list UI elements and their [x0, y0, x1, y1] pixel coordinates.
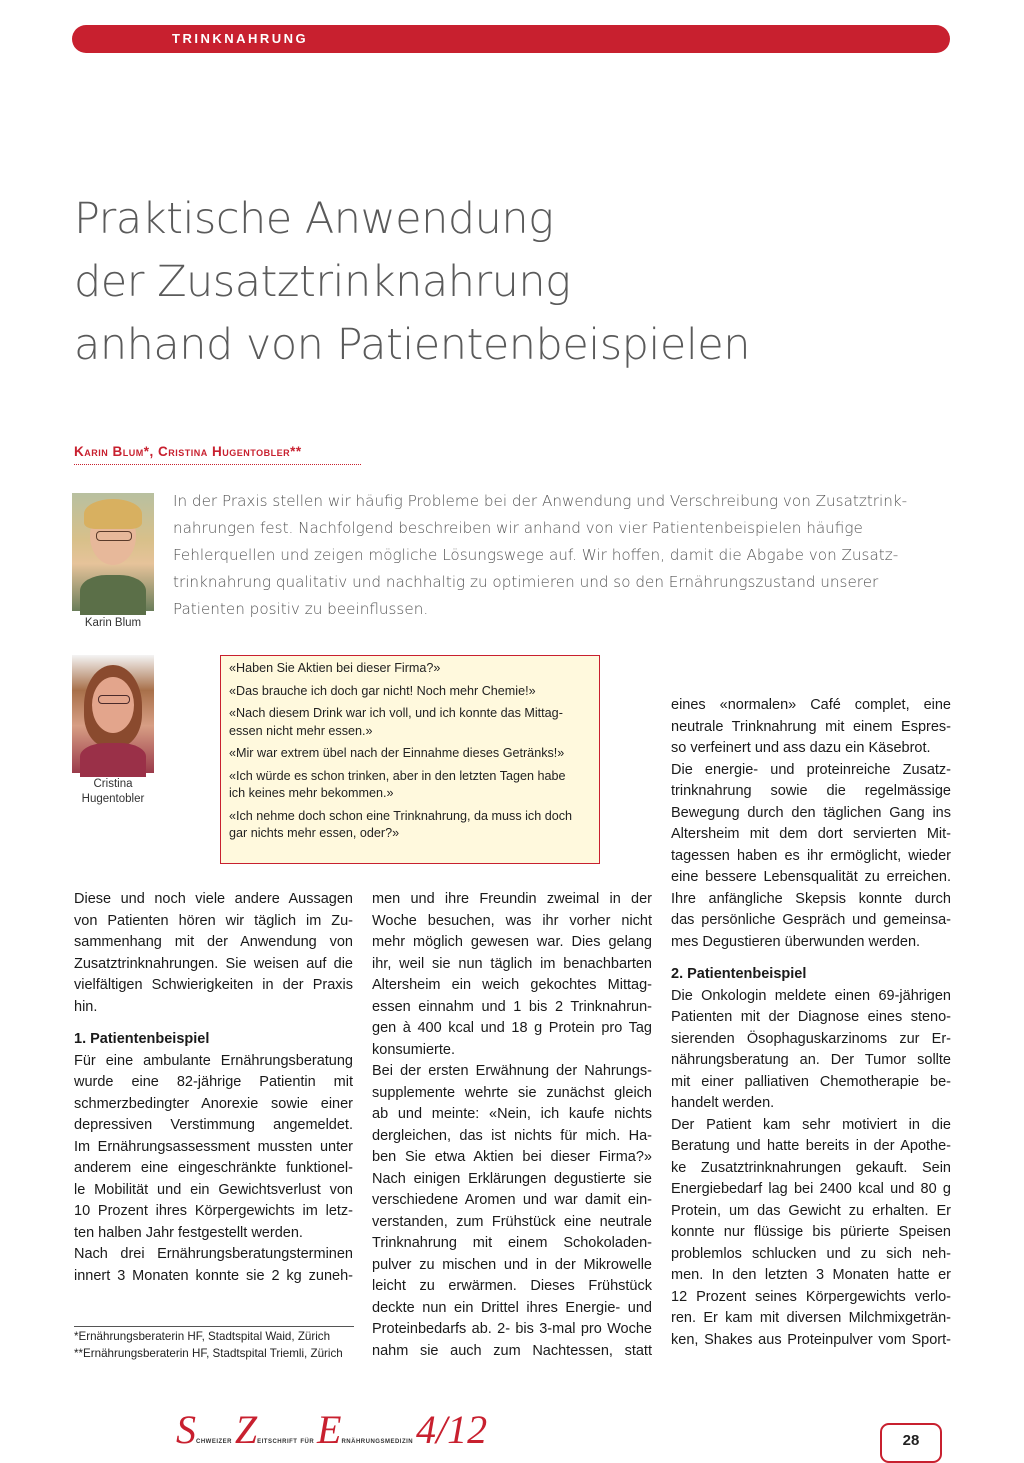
paragraph	[74, 1244, 353, 1287]
quote-line: essen nicht mehr essen.»	[229, 723, 373, 738]
text-line: neutrale Trinknahrung mit einem Espres-	[671, 718, 951, 735]
text-line: Die energie- und proteinreiche Zusatz-	[671, 761, 951, 778]
text-line: Zusatztrinknahrungen. Sie weisen auf die	[74, 955, 353, 972]
paragraph	[74, 1051, 353, 1245]
logo-word: eitschrift für	[257, 1435, 318, 1445]
text-line: Protein, um das Gewicht zu erhalten. Er	[671, 1202, 951, 1219]
text-line: Nach einigen Erklärungen degustierte sie	[372, 1170, 652, 1187]
intro-paragraph	[173, 488, 953, 623]
text-line: trinknahrung sowie die regelmässige	[671, 783, 951, 799]
intro-line: Patienten positiv zu beeinflussen.	[173, 600, 429, 618]
text-line: Die Onkologin meldete einen 69-jährigen	[671, 987, 951, 1004]
logo-letter: Z	[234, 1407, 258, 1452]
text-line: gen à 400 kcal und 18 g Protein pro Tag	[372, 1020, 652, 1036]
text-line: sammenhang mit der Anwendung von	[74, 934, 353, 950]
article-title	[74, 188, 750, 377]
section-heading: 2. Patientenbeispiel	[671, 966, 807, 982]
issue-number: 4/12	[415, 1407, 488, 1452]
text-line: das persönliche Gespräch und gemeinsa-	[671, 912, 951, 928]
text-line: Nach drei Ernährungsberatungsterminen	[74, 1246, 353, 1262]
text-line: Für eine ambulante Ernährungsberatung	[74, 1052, 353, 1069]
paragraph	[671, 986, 951, 1115]
text-line: verschiedene Aromen und war damit ein-	[372, 1192, 652, 1208]
intro-line: trinknahrung qualitativ und nachhaltig zu optimieren und so den Ernährungszustand unserer	[173, 573, 879, 591]
title-line: Praktische Anwendung	[74, 194, 554, 244]
text-line: tagessen haben es ihr ermöglicht, wieder	[671, 847, 951, 864]
logo-word: rnährungsmedizin	[341, 1435, 416, 1445]
text-line: Diese und noch viele andere Aussagen	[74, 891, 353, 907]
section-heading: 1. Patientenbeispiel	[74, 1031, 210, 1047]
text-line: pulver zu mischen und in der Mikrowelle	[372, 1256, 652, 1273]
text-line: eine bessere Lebensqualität zu erreichen.	[671, 869, 951, 885]
text-line: ren. Er kam mit diversen Milchmixgeträn-	[671, 1310, 951, 1326]
page-number: 28	[902, 1432, 920, 1449]
author-underline	[74, 464, 361, 465]
paragraph	[372, 1061, 652, 1362]
text-line: Altersheim ein weich gekochtes Mittag-	[372, 977, 652, 993]
text-line: deckte nun ein Drittel ihres Energie- und	[372, 1299, 652, 1316]
caption-line: Cristina	[93, 778, 133, 790]
author-byline: Karin Blum*, Cristina Hugentobler**	[74, 444, 302, 459]
text-line: ben Sie etwa Aktien bei dieser Firma?»	[372, 1149, 652, 1165]
text-line: supplemente wehrte sie zunächst gleich	[372, 1084, 652, 1101]
title-line: der Zusatztrinknahrung	[74, 257, 571, 307]
quote	[229, 705, 599, 740]
paragraph	[671, 1115, 951, 1352]
text-line: Ihre anfängliche Skepsis konnte durch	[671, 890, 951, 907]
author-photo-cristina-hugentobler	[72, 655, 154, 773]
text-line: Altersheim mit dem dort servierten Mit-	[671, 826, 951, 842]
text-line: von Patienten hören wir täglich im Zu-	[74, 912, 353, 929]
quote-line: ich keines mehr bekommen.»	[229, 786, 394, 800]
text-line: hin.	[74, 998, 98, 1015]
quote-line: «Das brauche ich doch gar nicht! Noch mehr Chemie!»	[229, 683, 536, 698]
section-label: TRINKNAHRUNG	[172, 31, 309, 46]
photo-caption	[58, 777, 168, 807]
title-line: anhand von Patientenbeispielen	[74, 320, 750, 370]
footnote-rule	[74, 1326, 354, 1327]
section-header-bar	[72, 25, 950, 53]
text-line: men. In den letzten 3 Monaten hatte er	[671, 1267, 951, 1283]
text-line: mes Degustieren überwunden werden.	[671, 933, 921, 950]
text-line: dergleichen, das ist nichts für mich. Ha-	[372, 1127, 652, 1144]
intro-line: Fehlerquellen und zeigen mögliche Lösungswege auf. Wir hoffen, damit die Abgabe von Zusatz-	[173, 546, 899, 564]
text-line: mehr möglich gewesen war. Dies gelang	[372, 934, 652, 950]
quote	[229, 745, 599, 763]
text-line: le Mobilität und ein Gewichtsverlust von	[74, 1181, 353, 1198]
text-line: anderem eine eingeschränkte funktionel-	[74, 1160, 353, 1176]
text-line: Trinknahrung mit einem Schokoladen-	[372, 1235, 652, 1251]
text-line: mit einer palliativen Chemotherapie be-	[671, 1073, 951, 1090]
text-line: ihr, weil sie nun täglich im benachbarten	[372, 955, 652, 972]
quote-line: «Mir war extrem übel nach der Einnahme dieses Getränks!»	[229, 746, 565, 760]
quote	[229, 660, 599, 678]
footnotes	[74, 1329, 343, 1362]
text-line: nährungsberatung an. Der Tumor sollte	[671, 1052, 951, 1068]
text-line: essen einnahm und 1 bis 2 Trinknahrun-	[372, 998, 652, 1015]
text-line: 12 Prozent seines Körpergewichts verlo-	[671, 1288, 951, 1305]
text-line: nahm sie auch zum Nachtessen, statt	[372, 1342, 652, 1359]
quote-line: «Haben Sie Aktien bei dieser Firma?»	[229, 661, 441, 675]
text-line: vielfältigen Schwierigkeiten in der Praxis	[74, 977, 353, 993]
text-line: men und ihre Freundin zweimal in der	[372, 891, 652, 907]
text-line: wurde eine 82-jährige Patientin mit	[74, 1074, 353, 1090]
column-2	[372, 889, 652, 1362]
text-line: Bewegung durch den täglichen Gang ins	[671, 804, 951, 821]
text-line: leicht zu erwärmen. Dieses Frühstück	[372, 1278, 652, 1294]
quote	[229, 683, 599, 701]
text-line: depressiven Verstimmung angemeldet.	[74, 1117, 353, 1133]
text-line: innert 3 Monaten konnte sie 2 kg zuneh-	[74, 1267, 353, 1284]
text-line: Der Patient kam sehr motiviert in die	[671, 1116, 951, 1133]
text-line: so verfeinert und ass dazu ein Käsebrot.	[671, 740, 931, 756]
text-line: 10 Prozent ihres Körpergewichts im letz-	[74, 1203, 353, 1219]
text-line: konsumierte.	[372, 1041, 456, 1058]
author-photo-karin-blum	[72, 493, 154, 611]
text-line: Woche besuchen, was ihr vorher nicht	[372, 912, 652, 929]
quote	[229, 768, 599, 803]
page-number-box	[880, 1423, 942, 1463]
text-line: ab und meinte: «Nein, ich kaufe nichts	[372, 1106, 652, 1122]
quote-line: «Ich nehme doch schon eine Trinknahrung, da muss ich doch	[229, 808, 573, 823]
text-line: problemlos schlucken und zu sich neh-	[671, 1245, 951, 1262]
text-line: ke Zusatztrinknahrungen gekauft. Sein	[671, 1159, 951, 1176]
quote-line: gar nichts mehr essen, oder?»	[229, 826, 400, 840]
paragraph	[74, 889, 353, 1018]
paragraph	[372, 889, 652, 1061]
logo-letter: E	[317, 1407, 342, 1452]
text-line: schmerzbedingter Anorexie sowie einer	[74, 1095, 353, 1112]
logo-word: chweizer	[196, 1435, 235, 1445]
text-line: Proteinbedarfs ab. 2- bis 3-mal pro Woche	[372, 1321, 652, 1337]
journal-logo	[176, 1408, 487, 1452]
footnote: **Ernährungsberaterin HF, Stadtspital Triemli, Zürich	[74, 1346, 343, 1360]
text-line: ken, Shakes aus Proteinpulver vom Sport-	[671, 1331, 951, 1348]
paragraph	[671, 760, 951, 954]
intro-line: In der Praxis stellen wir häufig Probleme bei der Anwendung und Verschreibung von Zusatztrink-	[173, 492, 908, 510]
caption-line: Hugentobler	[81, 793, 145, 805]
column-3	[671, 695, 951, 1351]
logo-letter: S	[176, 1407, 196, 1452]
text-line: Beratung und hatte bereits in der Apothe-	[671, 1138, 951, 1154]
footnote: *Ernährungsberaterin HF, Stadtspital Waid, Zürich	[74, 1330, 331, 1343]
text-line: Patienten mit der Diagnose eines steno-	[671, 1009, 951, 1025]
quote-box	[220, 655, 600, 864]
text-line: Bei der ersten Erwähnung der Nahrungs-	[372, 1063, 652, 1079]
quote-line: «Ich würde es schon trinken, aber in den letzten Tagen habe	[229, 768, 566, 783]
quote-line: «Nach diesem Drink war ich voll, und ich konnte das Mittag-	[229, 706, 563, 720]
intro-line: nahrungen fest. Nachfolgend beschreiben wir anhand von vier Patientenbeispielen häufige	[173, 519, 863, 537]
text-line: sierenden Ösophaguskarzinoms zur Er-	[671, 1030, 951, 1047]
text-line: ten halben Jahr festgestellt werden.	[74, 1224, 303, 1241]
paragraph	[671, 695, 951, 760]
photo-caption: Karin Blum	[84, 617, 142, 629]
text-line: eines «normalen» Café complet, eine	[671, 697, 951, 713]
text-line: konnte nur flüssige bis pürierte Speisen	[671, 1224, 951, 1240]
text-line: Im Ernährungsassessment mussten unter	[74, 1138, 353, 1155]
text-line: handelt werden.	[671, 1095, 775, 1111]
column-1	[74, 889, 353, 1287]
text-line: verstanden, zum Frühstück eine neutrale	[372, 1213, 652, 1230]
quote	[229, 808, 599, 843]
text-line: Energiebedarf lag bei 2400 kcal und 80 g	[671, 1181, 951, 1197]
